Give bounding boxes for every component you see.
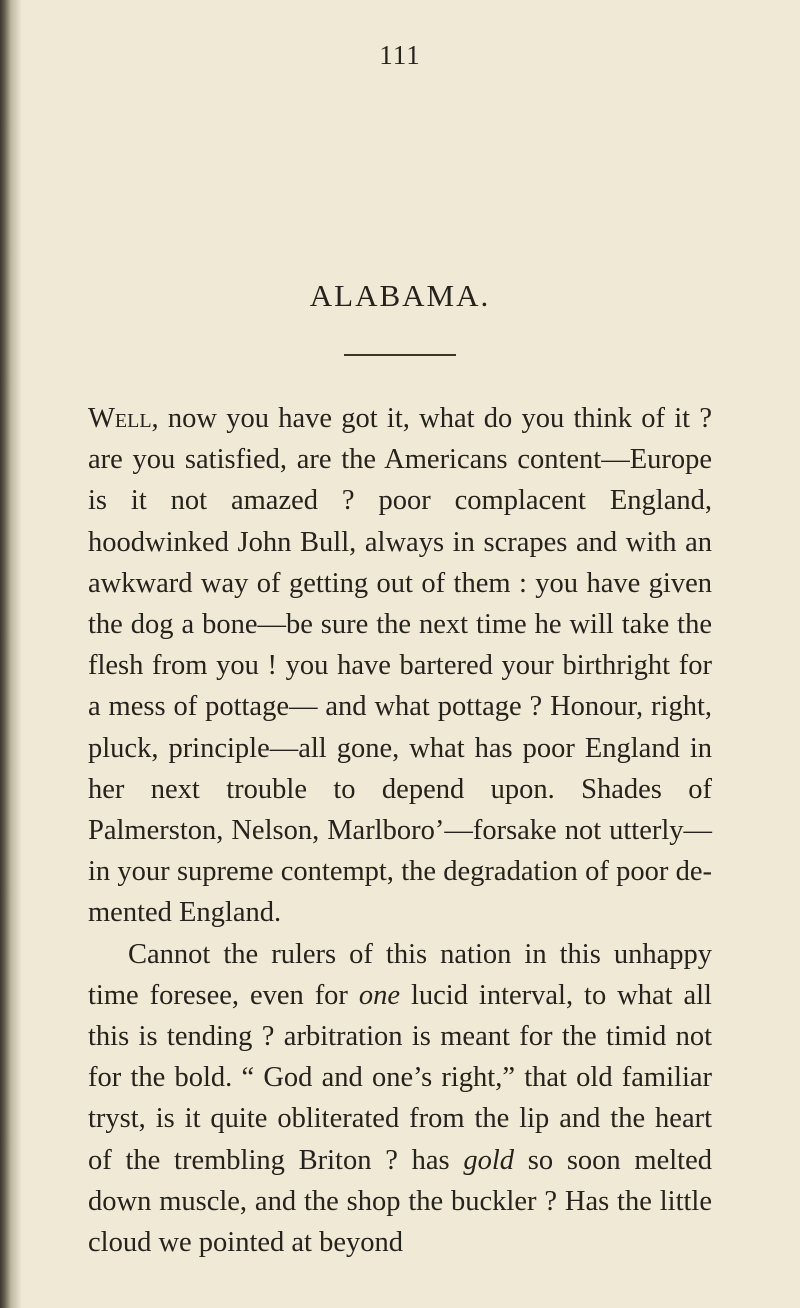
paragraph-1-text: now you have got it, what do you think of it ? are you satisfied, are the Americans content—Europe is it not amazed ? poor complacent England, hoodwinked John Bull, always in scrapes and with an awkward way of getting out of them : you have given the dog a bone—be sure the next time he will take the flesh from you ! you have bartered your birthright for a mess of pottage— and what pottage ? Honour, right, pluck, principle—all gone, what has poor England in her next trouble to depend upon. Shades of Palmerston, Nelson, Marlboro’—forsake not utterly—in your supreme contempt, the degradation of poor demented England.: [88, 403, 712, 929]
paragraph-2: [88, 934, 712, 1264]
paragraph-2-text-c: so soon melted down muscle, and the shop the buckler ? Has the little cloud we pointed at beyond: [88, 1144, 712, 1259]
paragraph-2-text-b: lucid interval, to what all this is tending ? arbitration is meant for the timid not for the bold. “ God and one’s right,” that old familiar tryst, is it quite obliterated from the lip and the heart of the trembling Briton ? has: [88, 979, 712, 1176]
page-number: 111: [379, 40, 421, 70]
chapter-title: ALABAMA.: [309, 278, 491, 313]
emphasis-one: one: [358, 979, 401, 1011]
page-gutter-shadow: [0, 0, 22, 1308]
emphasis-gold: gold: [463, 1144, 514, 1176]
title-divider: [344, 354, 456, 356]
drop-word: Well,: [88, 403, 159, 434]
body-text: [88, 398, 712, 1263]
paragraph-1: [88, 398, 712, 934]
paragraph-2-text-a: Cannot the rulers of this nation in this unhappy time foresee, even for: [88, 938, 712, 1011]
